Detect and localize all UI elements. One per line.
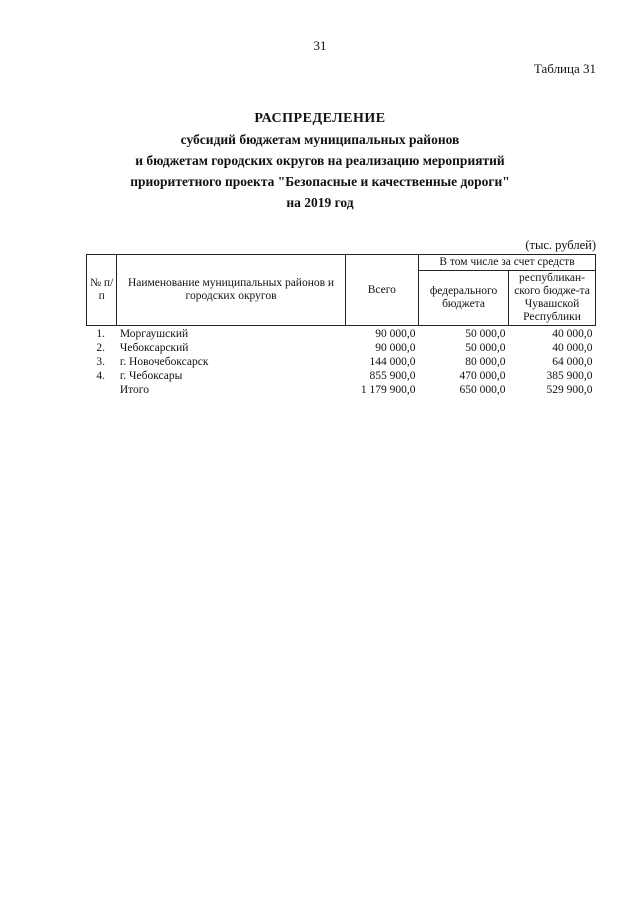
- row-republic: 64 000,0: [552, 356, 593, 368]
- page-number: 31: [313, 38, 327, 53]
- title-line-3: и бюджетам городских округов на реализацию мероприятий: [135, 153, 505, 168]
- document-title: [0, 108, 640, 213]
- table-body: [87, 326, 596, 399]
- row-total: 855 900,0: [369, 370, 416, 382]
- header-federal: федерального бюджета: [418, 271, 508, 326]
- title-line-4: приоритетного проекта "Безопасные и качественные дороги": [130, 174, 510, 189]
- row-num: 2.: [96, 342, 105, 354]
- row-total: 90 000,0: [375, 342, 416, 354]
- row-num: 4.: [96, 370, 105, 382]
- table-row: [87, 326, 596, 343]
- title-line-2: субсидий бюджетам муниципальных районов: [180, 132, 460, 147]
- table-row: [87, 356, 596, 370]
- table-row-total: [87, 384, 596, 398]
- row-republic: 40 000,0: [552, 328, 593, 340]
- row-name: г. Новочебоксарск: [119, 356, 209, 368]
- header-num: № п/п: [87, 255, 117, 326]
- row-name: Чебоксарский: [119, 342, 189, 354]
- header-name: Наименование муниципальных районов и городских округов: [117, 255, 345, 326]
- row-total: 1 179 900,0: [360, 384, 416, 396]
- row-republic: 40 000,0: [552, 342, 593, 354]
- header-group: В том числе за счет средств: [418, 255, 595, 271]
- title-heading: РАСПРЕДЕЛЕНИЕ: [254, 111, 386, 126]
- row-name: Итого: [119, 384, 149, 396]
- row-total: 144 000,0: [369, 356, 416, 368]
- row-federal: 80 000,0: [465, 356, 506, 368]
- row-federal: 470 000,0: [459, 370, 506, 382]
- row-total: 90 000,0: [375, 328, 416, 340]
- title-line-5: на 2019 год: [286, 195, 354, 210]
- row-num: 3.: [96, 356, 105, 368]
- table-row: [87, 370, 596, 384]
- row-name: Моргаушский: [119, 328, 189, 340]
- row-republic: 385 900,0: [546, 370, 593, 382]
- row-num: 1.: [96, 328, 105, 340]
- header-total: Всего: [345, 255, 418, 326]
- row-federal: 50 000,0: [465, 328, 506, 340]
- subsidy-table: [86, 254, 596, 398]
- units-label: (тыс. рублей): [525, 238, 596, 252]
- row-num: [87, 384, 117, 398]
- row-name: г. Чебоксары: [119, 370, 183, 382]
- row-federal: 50 000,0: [465, 342, 506, 354]
- row-federal: 650 000,0: [459, 384, 506, 396]
- header-republic: республикан-ского бюдже-та Чувашской Республики: [509, 271, 596, 326]
- row-republic: 529 900,0: [546, 384, 593, 396]
- table-label: Таблица 31: [533, 61, 596, 76]
- table-row: [87, 342, 596, 356]
